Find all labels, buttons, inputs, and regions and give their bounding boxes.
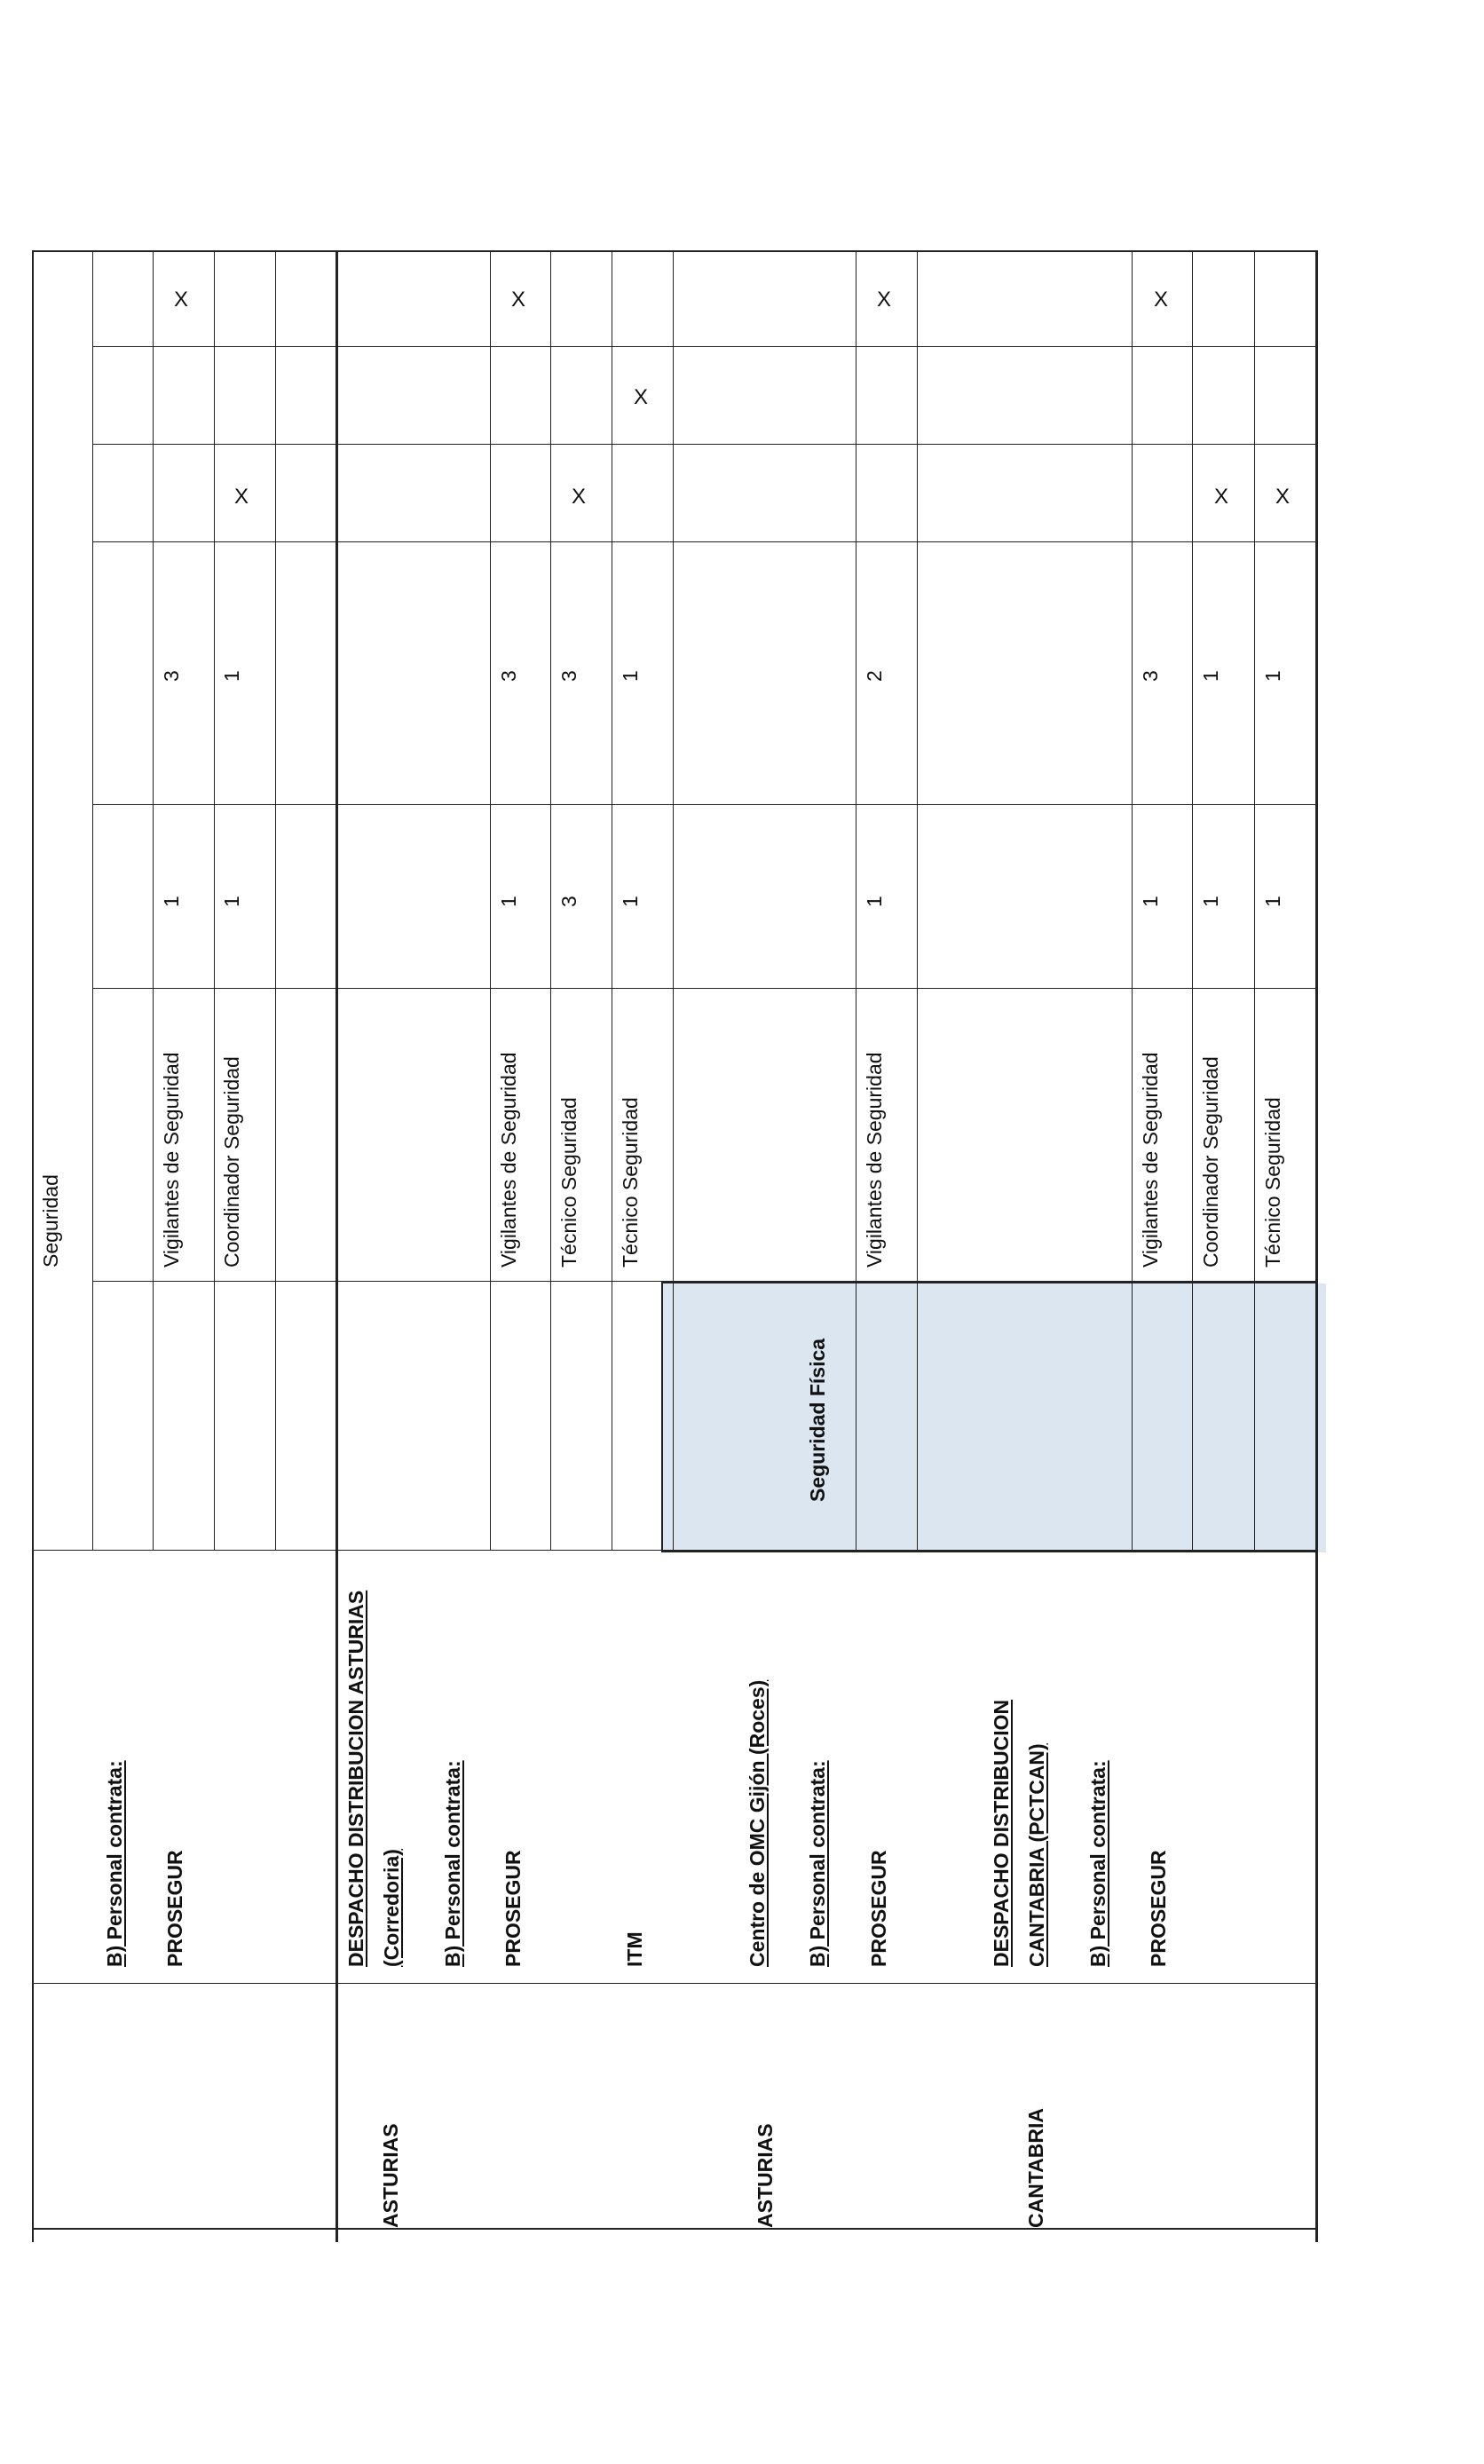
- value-b: 3: [160, 670, 183, 682]
- provider-label: ITM: [623, 1931, 646, 1967]
- mark-col-3: X: [173, 288, 188, 312]
- role-label: Técnico Seguridad: [557, 1097, 580, 1268]
- value-a: 3: [557, 896, 580, 907]
- row-border-group: [335, 250, 338, 2242]
- row-border: [1192, 250, 1193, 1550]
- column-border-thick: [661, 1281, 1318, 1283]
- table-edge: [1315, 250, 1318, 2242]
- shade-left-edge: [661, 1283, 663, 1552]
- row-border: [153, 250, 154, 1550]
- provider-label: PROSEGUR: [501, 1850, 525, 1967]
- role-label: Coordinador Seguridad: [220, 1056, 243, 1268]
- row-border: [1254, 250, 1255, 1550]
- value-b: 3: [557, 670, 580, 682]
- value-a: 1: [1261, 896, 1284, 907]
- value-a: 1: [160, 896, 183, 907]
- column-border: [32, 1983, 1315, 1984]
- mark-col-1: X: [571, 485, 586, 509]
- value-a: 1: [1199, 896, 1222, 907]
- column-border: [92, 444, 1315, 445]
- site-name-line-1: DESPACHO DISTRIBUCION ASTURIAS: [344, 1590, 367, 1967]
- value-b: 2: [863, 670, 886, 682]
- mark-col-3: X: [1153, 288, 1168, 312]
- mark-col-3: X: [510, 288, 525, 312]
- site-name-line-2: CANTABRIA (PCTCAN): [1025, 1743, 1048, 1967]
- site-name-line-1: Centro de OMC Gijón (Roces): [746, 1679, 769, 1967]
- column-border: [32, 250, 1315, 252]
- row-border: [92, 250, 93, 1550]
- value-b: 1: [1199, 670, 1222, 682]
- row-border: [214, 250, 215, 1550]
- row-border: [917, 250, 918, 1550]
- contract-label: B) Personal contrata:: [806, 1760, 829, 1967]
- role-label: Técnico Seguridad: [619, 1097, 642, 1268]
- role-label: Vigilantes de Seguridad: [1139, 1052, 1162, 1268]
- category-seguridad-fisica: Seguridad Física: [806, 1338, 829, 1502]
- value-a: 1: [497, 896, 520, 907]
- mark-col-3: X: [876, 288, 891, 312]
- value-b: 3: [497, 670, 520, 682]
- provider-label: PROSEGUR: [1147, 1850, 1170, 1967]
- role-label: Vigilantes de Seguridad: [497, 1052, 520, 1268]
- role-label: Coordinador Seguridad: [1199, 1056, 1222, 1268]
- row-border: [275, 250, 276, 1550]
- region-asturias: ASTURIAS: [754, 2123, 777, 2228]
- value-a: 1: [220, 896, 243, 907]
- column-border: [92, 346, 1315, 347]
- role-label: Vigilantes de Seguridad: [160, 1052, 183, 1268]
- contract-label: B) Personal contrata:: [441, 1760, 464, 1967]
- role-label: Técnico Seguridad: [1261, 1097, 1284, 1268]
- mark-col-1: X: [233, 485, 249, 509]
- provider-label: PROSEGUR: [867, 1850, 890, 1967]
- role-label: Vigilantes de Seguridad: [863, 1052, 886, 1268]
- value-b: 1: [1261, 670, 1284, 682]
- column-border: [92, 988, 1315, 989]
- mark-col-2: X: [633, 385, 648, 409]
- category-cell-shading: [661, 1283, 1326, 1552]
- value-b: 1: [220, 670, 243, 682]
- contract-label: B) Personal contrata:: [103, 1760, 126, 1967]
- column-border: [32, 2228, 1315, 2230]
- mark-col-1: X: [1275, 485, 1290, 509]
- row-border: [32, 250, 34, 2242]
- row-border: [1132, 250, 1133, 1550]
- value-a: 1: [1139, 896, 1162, 907]
- row-border: [490, 250, 491, 1550]
- site-name-line-2: (Corredoria): [380, 1849, 403, 1967]
- region-cantabria: CANTABRIA: [1024, 2107, 1047, 2228]
- mark-col-1: X: [1213, 485, 1228, 509]
- contract-label: B) Personal contrata:: [1086, 1760, 1109, 1967]
- site-name-line-1: DESPACHO DISTRIBUCION: [990, 1699, 1013, 1967]
- row-border: [550, 250, 551, 1550]
- row-border: [673, 250, 674, 1550]
- value-a: 1: [619, 896, 642, 907]
- value-b: 1: [619, 670, 642, 682]
- provider-label: PROSEGUR: [163, 1850, 186, 1967]
- column-border: [92, 541, 1315, 542]
- header-seguridad: Seguridad: [39, 1174, 62, 1268]
- column-border: [32, 1550, 1315, 1551]
- column-border: [92, 804, 1315, 805]
- value-a: 1: [863, 896, 886, 907]
- region-asturias: ASTURIAS: [379, 2123, 402, 2228]
- value-b: 3: [1139, 670, 1162, 682]
